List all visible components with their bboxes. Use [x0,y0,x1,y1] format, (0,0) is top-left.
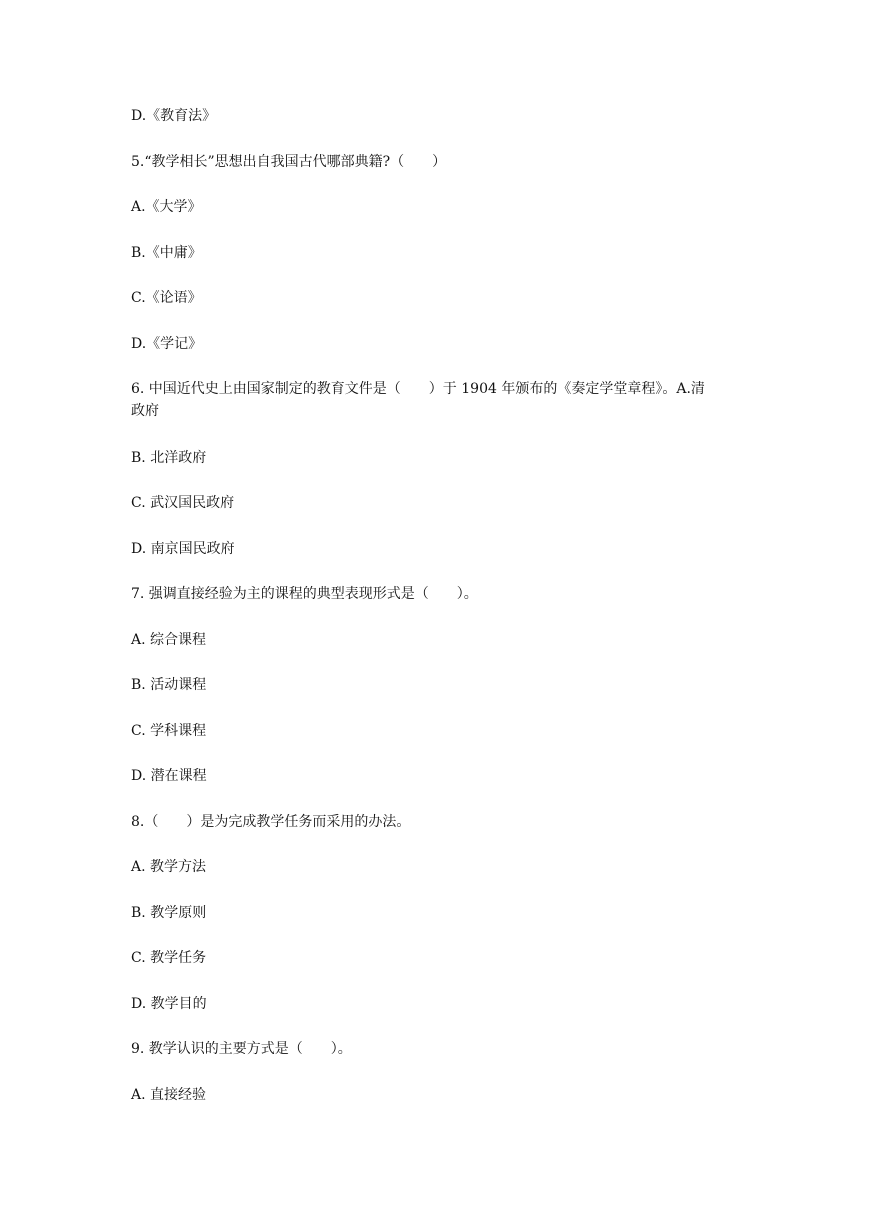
q7-option-a: A. 综合课程 [131,632,207,648]
q6-question-continued: 政府 [131,403,159,419]
q8-option-a: A. 教学方法 [131,859,207,875]
q5-option-c: C.《论语》 [131,290,202,306]
q7-question: 7. 强调直接经验为主的课程的典型表现形式是（ ）。 [131,586,478,602]
q8-option-d: D. 教学目的 [131,996,207,1012]
q6-option-c: C. 武汉国民政府 [131,495,235,511]
q8-question: 8.（ ）是为完成教学任务而采用的办法。 [131,814,411,830]
q7-option-c: C. 学科课程 [131,723,207,739]
q6-option-d: D. 南京国民政府 [131,541,235,557]
q9-option-a: A. 直接经验 [131,1087,207,1103]
q4-option-d: D.《教育法》 [131,108,217,124]
q5-question: 5.“教学相长”思想出自我国古代哪部典籍?（ ） [131,154,447,170]
q8-option-b: B. 教学原则 [131,905,207,921]
q7-option-b: B. 活动课程 [131,677,207,693]
q5-option-b: B.《中庸》 [131,245,202,261]
q7-option-d: D. 潜在课程 [131,768,207,784]
q8-option-c: C. 教学任务 [131,950,207,966]
q6-option-b: B. 北洋政府 [131,450,207,466]
q9-question: 9. 教学认识的主要方式是（ ）。 [131,1041,352,1057]
q6-question: 6. 中国近代史上由国家制定的教育文件是（ ）于 1904 年颁布的《奏定学堂章程》。A.清 [131,381,705,397]
q5-option-d: D.《学记》 [131,336,203,352]
q5-option-a: A.《大学》 [131,199,202,215]
